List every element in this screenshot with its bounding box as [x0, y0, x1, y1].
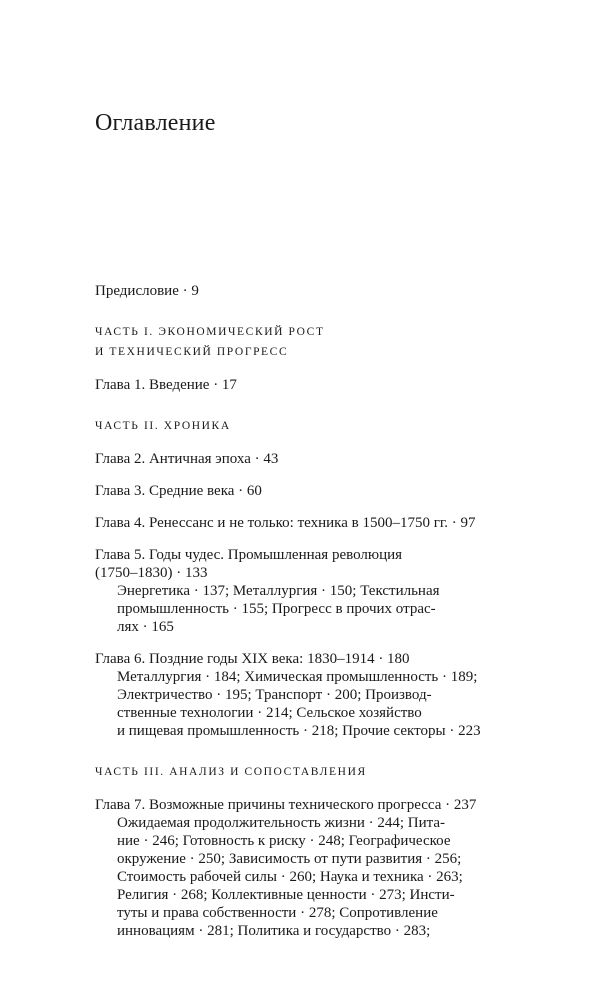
part-heading — [95, 416, 515, 436]
subsection-line: ние · 246; Готовность к риску · 248; Географическое — [117, 833, 451, 849]
subsection-line: Энергетика · 137; Металлургия · 150; Текстильная — [117, 583, 440, 599]
part-heading-line: ЧАСТЬ II. ХРОНИКА — [95, 420, 231, 432]
page-title: Оглавление — [95, 110, 216, 136]
toc-parts — [95, 322, 515, 940]
toc-entry-chapter — [95, 546, 515, 636]
subsection-line: промышленность · 155; Прогресс в прочих отрас- — [117, 601, 436, 617]
table-of-contents — [95, 282, 515, 954]
part-heading-line: ЧАСТЬ I. ЭКОНОМИЧЕСКИЙ РОСТ — [95, 326, 325, 338]
part-heading — [95, 322, 515, 362]
part-heading — [95, 762, 515, 782]
part-heading-line: И ТЕХНИЧЕСКИЙ ПРОГРЕСС — [95, 346, 289, 358]
subsection-line: Стоимость рабочей силы · 260; Наука и техника · 263; — [117, 869, 463, 885]
subsection-line: и пищевая промышленность · 218; Прочие секторы · 223 — [117, 723, 481, 739]
chapter-title-line: Глава 1. Введение · 17 — [95, 377, 237, 393]
subsection-line: окружение · 250; Зависимость от пути развития · 256; — [117, 851, 462, 867]
subsection-line: Металлургия · 184; Химическая промышленность · 189; — [117, 669, 478, 685]
chapter-title-line: Глава 2. Античная эпоха · 43 — [95, 451, 279, 467]
subsection-line: Ожидаемая продолжительность жизни · 244; Пита- — [117, 815, 446, 831]
subsection-line: лях · 165 — [117, 619, 174, 635]
toc-entry-chapter — [95, 450, 515, 468]
toc-entry-chapter — [95, 514, 515, 532]
chapter-title-line: (1750–1830) · 133 — [95, 565, 208, 581]
chapter-title-line: Глава 3. Средние века · 60 — [95, 483, 262, 499]
toc-line: Предисловие · 9 — [95, 283, 199, 299]
subsection-line: ственные технологии · 214; Сельское хозяйство — [117, 705, 422, 721]
subsection-line: инновациям · 281; Политика и государство · 283; — [117, 923, 431, 939]
subsection-line: туты и права собственности · 278; Сопротивление — [117, 905, 438, 921]
toc-entry-chapter — [95, 796, 515, 940]
subsection-line: Религия · 268; Коллективные ценности · 273; Инсти- — [117, 887, 455, 903]
part-heading-line: ЧАСТЬ III. АНАЛИЗ И СОПОСТАВЛЕНИЯ — [95, 766, 367, 778]
toc-entry-preface — [95, 282, 515, 300]
toc-entry-chapter — [95, 650, 515, 740]
chapter-title-line: Глава 7. Возможные причины технического прогресса · 237 — [95, 797, 477, 813]
chapter-title-line: Глава 5. Годы чудес. Промышленная революция — [95, 547, 403, 563]
toc-entry-chapter — [95, 376, 515, 394]
chapter-title-line: Глава 4. Ренессанс и не только: техника в 1500–1750 гг. · 97 — [95, 515, 476, 531]
chapter-title-line: Глава 6. Поздние годы XIX века: 1830–1914 · 180 — [95, 651, 410, 667]
toc-entry-chapter — [95, 482, 515, 500]
subsection-line: Электричество · 195; Транспорт · 200; Производ- — [117, 687, 432, 703]
